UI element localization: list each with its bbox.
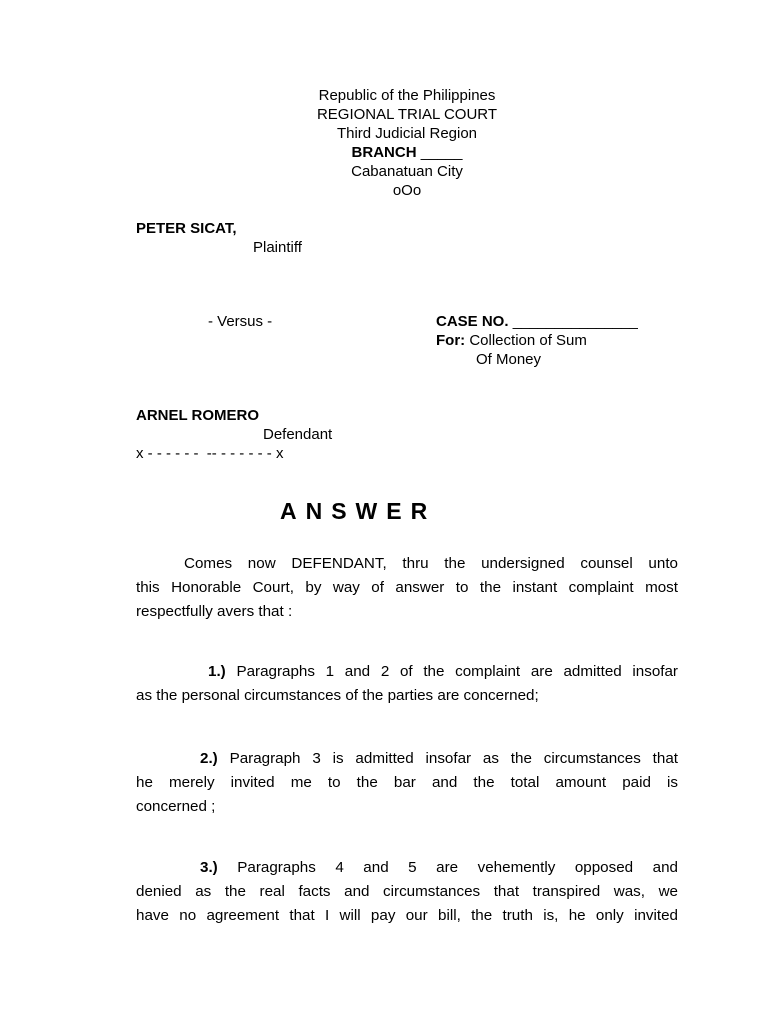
case-number-blank: _______________ [512, 313, 638, 330]
document-title: ANSWER [280, 498, 437, 524]
paragraph-3 [136, 856, 678, 928]
paragraph-text: Paragraph 3 is admitted insofar as the circumstances that [229, 750, 678, 767]
paragraph-text: Paragraphs 1 and 2 of the complaint are admitted insofar [236, 663, 678, 680]
case-nature-line [436, 331, 587, 350]
paragraph-line: concerned ; [136, 798, 216, 815]
for-label: For: [436, 332, 466, 349]
case-nature-line-2: Of Money [476, 351, 542, 368]
court-name: REGIONAL TRIAL COURT [316, 106, 498, 123]
case-number-label: CASE NO. [436, 313, 509, 330]
intro-paragraph [136, 552, 678, 624]
paragraph-number: 1.) [208, 663, 226, 680]
city-line: Cabanatuan City [351, 163, 463, 180]
judicial-region: Third Judicial Region [336, 125, 478, 142]
plaintiff-name: PETER SICAT, [136, 220, 237, 237]
caption-separator: x - - - - - - -- - - - - - - x [136, 445, 284, 462]
paragraph-line [136, 747, 678, 771]
paragraph-line: as the personal circumstances of the parties are concerned; [136, 687, 539, 704]
paragraph-line [136, 660, 678, 684]
branch-blank: _____ [420, 144, 463, 161]
branch-line [0, 143, 768, 162]
plaintiff-role: Plaintiff [253, 239, 302, 256]
paragraph-line: denied as the real facts and circumstances that transpired was, we [136, 883, 678, 900]
republic-line: Republic of the Philippines [318, 87, 496, 104]
intro-line: this Honorable Court, by way of answer to the instant complaint most [136, 579, 678, 596]
defendant-name: ARNEL ROMERO [136, 407, 260, 424]
paragraph-number: 2.) [200, 750, 218, 767]
paragraph-line: have no agreement that I will pay our bill, the truth is, he only invited [136, 907, 678, 924]
ornament: oOo [392, 182, 422, 199]
intro-line: respectfully avers that : [136, 603, 293, 620]
for-text: Collection of Sum [469, 332, 587, 349]
defendant-role: Defendant [263, 426, 333, 443]
paragraph-number: 3.) [200, 859, 218, 876]
intro-line: Comes now DEFENDANT, thru the undersigned counsel unto [184, 555, 678, 572]
paragraph-line [136, 856, 678, 880]
case-number-line [436, 312, 638, 331]
paragraph-text: Paragraphs 4 and 5 are vehemently opposed and [237, 859, 678, 876]
versus-label: - Versus - [208, 313, 273, 330]
paragraph-2 [136, 747, 678, 819]
branch-label: BRANCH [351, 144, 417, 161]
paragraph-line: he merely invited me to the bar and the total amount paid is [136, 774, 678, 791]
paragraph-1 [136, 660, 678, 708]
